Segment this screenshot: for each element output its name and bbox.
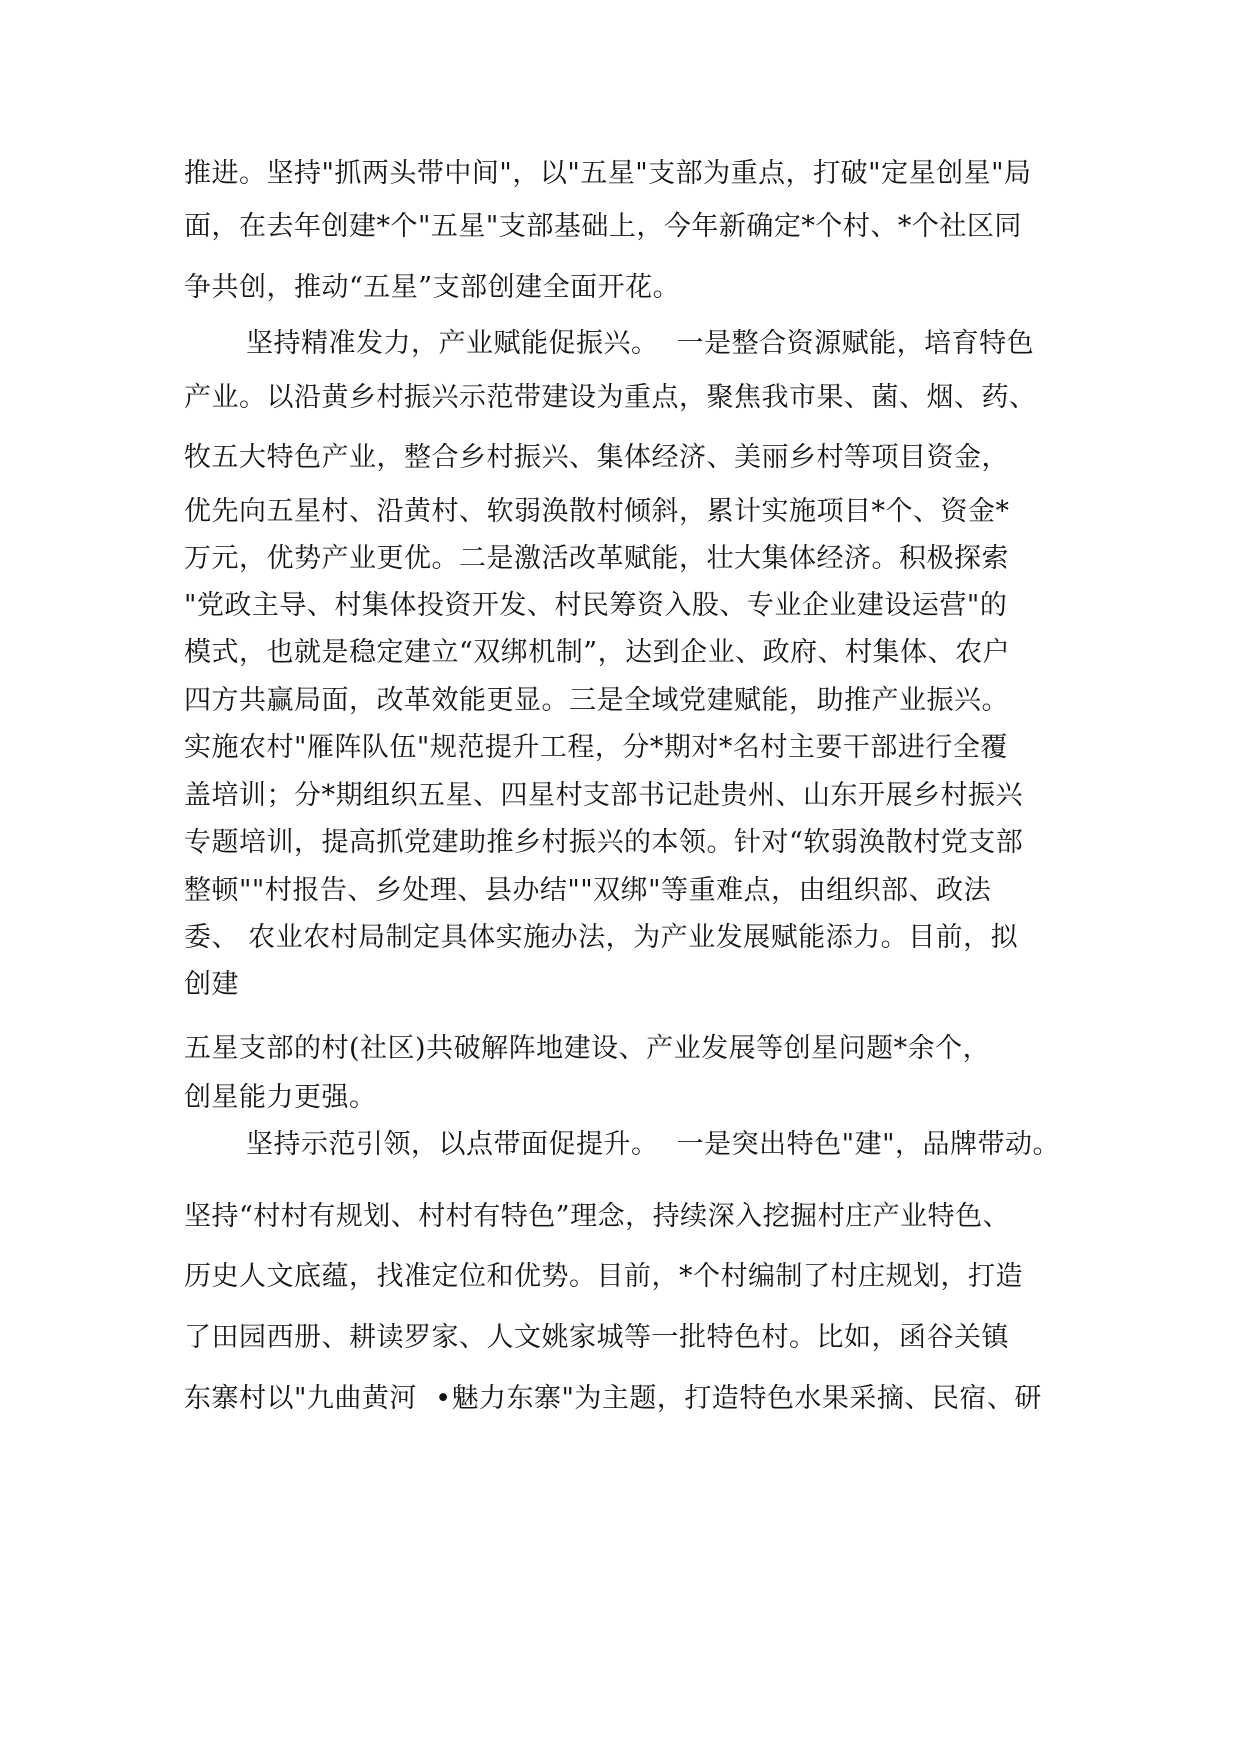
text-line: 坚持“村村有规划、村村有特色”理念，持续深入挖掘村庄产业特色、 — [184, 1201, 1011, 1232]
text-line: 整顿""村报告、乡处理、县办结""双绑"等重难点，由组织部、政法 — [184, 875, 992, 906]
text-line: 优先向五星村、沿黄村、软弱涣散村倾斜，累计实施项目*个、资金* — [184, 496, 1010, 527]
text-line: 创建 — [184, 969, 239, 1000]
text-line: 东寨村以"九曲黄河 •魅力东寨"为主题，打造特色水果采摘、民宿、研 — [184, 1383, 1042, 1414]
text-line: 模式，也就是稳定建立“双绑机制”，达到企业、政府、村集体、农户 — [184, 637, 1011, 668]
text-line: 五星支部的村(社区)共破解阵地建设、产业发展等创星问题*余个， — [184, 1033, 991, 1064]
text-line: 争共创，推动“五星”支部创建全面开花。 — [184, 272, 681, 303]
paragraph-start-line: 坚持精准发力，产业赋能促振兴。 一是整合资源赋能，培育特色 — [246, 328, 1035, 359]
text-line: 推进。坚持"抓两头带中间"，以"五星"支部为重点，打破"定星创星"局 — [184, 158, 1032, 189]
text-line: 盖培训；分*期组织五星、四星村支部书记赴贵州、山东开展乡村振兴 — [184, 780, 1023, 811]
text-line: 实施农村"雁阵队伍"规范提升工程，分*期对*名村主要干部进行全覆 — [184, 732, 1008, 763]
text-line: 专题培训，提高抓党建助推乡村振兴的本领。针对“软弱涣散村党支部 — [184, 827, 1024, 858]
text-line: 牧五大特色产业，整合乡村振兴、集体经济、美丽乡村等项目资金， — [184, 442, 1009, 473]
text-line: 创星能力更强。 — [184, 1082, 377, 1113]
text-line: 了田园西册、耕读罗家、人文姚家城等一批特色村。比如，函谷关镇 — [184, 1322, 1009, 1353]
text-line: 委、 农业农村局制定具体实施办法，为产业发展赋能添力。目前，拟 — [184, 922, 1019, 953]
text-line: 历史人文底蕴，找准定位和优势。目前，*个村编制了村庄规划，打造 — [184, 1261, 1023, 1292]
text-line: 产业。以沿黄乡村振兴示范带建设为重点，聚焦我市果、菌、烟、药、 — [184, 382, 1037, 413]
text-line: 四方共赢局面，改革效能更显。三是全域党建赋能，助推产业振兴。 — [184, 685, 1009, 716]
text-line: 面，在去年创建*个"五星"支部基础上，今年新确定*个村、*个社区同 — [184, 211, 1022, 242]
paragraph-start-line: 坚持示范引领，以点带面促提升。 一是突出特色"建"，品牌带动。 — [246, 1129, 1061, 1160]
text-line: 万元，优势产业更优。二是激活改革赋能，壮大集体经济。积极探索 — [184, 543, 1009, 574]
text-line: "党政主导、村集体投资开发、村民筹资入股、专业企业建设运营"的 — [184, 590, 1008, 621]
